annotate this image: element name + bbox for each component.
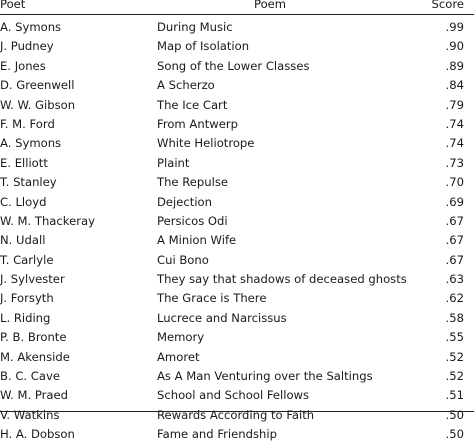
cell-score: .67 bbox=[445, 252, 464, 267]
cell-poet: T. Carlyle bbox=[0, 252, 54, 267]
cell-poet: M. Akenside bbox=[0, 349, 70, 364]
cell-poem: From Antwerp bbox=[157, 116, 238, 131]
table-body bbox=[0, 17, 474, 444]
table-row bbox=[0, 405, 474, 424]
table-row bbox=[0, 269, 474, 288]
cell-poet: W. M. Thackeray bbox=[0, 213, 95, 228]
cell-poet: C. Lloyd bbox=[0, 194, 47, 209]
cell-score: .79 bbox=[445, 97, 464, 112]
table-row bbox=[0, 172, 474, 191]
cell-score: .90 bbox=[445, 39, 464, 54]
table-row bbox=[0, 385, 474, 404]
cell-poem: The Ice Cart bbox=[157, 97, 228, 112]
table-row bbox=[0, 133, 474, 152]
cell-poet: J. Pudney bbox=[0, 39, 54, 54]
table-row bbox=[0, 192, 474, 211]
cell-poet: P. B. Bronte bbox=[0, 330, 67, 345]
table-row bbox=[0, 347, 474, 366]
cell-poet: A. Symons bbox=[0, 20, 62, 34]
cell-poem: Dejection bbox=[157, 194, 212, 209]
table-row bbox=[0, 327, 474, 346]
cell-poet: V. Watkins bbox=[0, 407, 60, 422]
table-row bbox=[0, 308, 474, 327]
cell-poem: The Repulse bbox=[157, 175, 229, 190]
cell-poet: W. W. Gibson bbox=[0, 97, 76, 112]
cell-poem: A Minion Wife bbox=[157, 233, 237, 248]
cell-score: .50 bbox=[445, 407, 464, 422]
cell-score: .84 bbox=[445, 78, 464, 93]
cell-poem: Song of the Lower Classes bbox=[157, 58, 310, 73]
cell-score: .67 bbox=[445, 213, 464, 228]
cell-poet: H. A. Dobson bbox=[0, 427, 75, 442]
cell-poem: Lucrece and Narcissus bbox=[157, 310, 287, 325]
cell-score: .50 bbox=[445, 427, 464, 442]
table-row bbox=[0, 230, 474, 249]
cell-poet: F. M. Ford bbox=[0, 116, 55, 131]
cell-poem: Persicos Odi bbox=[157, 213, 228, 228]
cell-score: .73 bbox=[445, 155, 464, 170]
cell-poet: A. Symons bbox=[0, 136, 62, 151]
cell-poet: N. Udall bbox=[0, 233, 46, 248]
cell-score: .55 bbox=[445, 330, 464, 345]
cell-score: .99 bbox=[445, 20, 464, 34]
table-row bbox=[0, 114, 474, 133]
bottom-rule bbox=[0, 411, 474, 412]
header-score: Score bbox=[431, 0, 464, 11]
cell-poem: White Heliotrope bbox=[157, 136, 255, 151]
table-row bbox=[0, 36, 474, 55]
cell-poem: As A Man Venturing over the Saltings bbox=[157, 369, 373, 384]
cell-score: .69 bbox=[445, 194, 464, 209]
cell-score: .89 bbox=[445, 58, 464, 73]
table-row bbox=[0, 366, 474, 385]
header-poet: Poet bbox=[0, 0, 26, 11]
cell-poet: W. M. Praed bbox=[0, 388, 69, 403]
cell-poem: During Music bbox=[157, 20, 233, 34]
cell-poem: School and School Fellows bbox=[157, 388, 310, 403]
cell-poem: A Scherzo bbox=[157, 78, 215, 93]
cell-score: .67 bbox=[445, 233, 464, 248]
cell-poet: J. Forsyth bbox=[0, 291, 54, 306]
cell-poet: L. Riding bbox=[0, 310, 51, 325]
cell-score: .52 bbox=[445, 369, 464, 384]
header-poem: Poem bbox=[254, 0, 287, 11]
cell-score: .70 bbox=[445, 175, 464, 190]
table-row bbox=[0, 424, 474, 443]
cell-score: .74 bbox=[445, 136, 464, 151]
header-rule bbox=[0, 14, 474, 15]
cell-poet: E. Elliott bbox=[0, 155, 48, 170]
cell-poem: Memory bbox=[157, 330, 205, 345]
cell-score: .62 bbox=[445, 291, 464, 306]
table-row bbox=[0, 250, 474, 269]
table-row bbox=[0, 211, 474, 230]
cell-score: .52 bbox=[445, 349, 464, 364]
cell-poem: Map of Isolation bbox=[157, 39, 250, 54]
table-row bbox=[0, 153, 474, 172]
cell-score: .58 bbox=[445, 310, 464, 325]
cell-poet: E. Jones bbox=[0, 58, 46, 73]
cell-poet: B. C. Cave bbox=[0, 369, 60, 384]
cell-poem: Plaint bbox=[157, 155, 190, 170]
table-row bbox=[0, 288, 474, 307]
table-row bbox=[0, 95, 474, 114]
cell-score: .51 bbox=[445, 388, 464, 403]
cell-poet: T. Stanley bbox=[0, 175, 57, 190]
cell-poet: J. Sylvester bbox=[0, 272, 65, 287]
cell-poem: They say that shadows of deceased ghosts bbox=[157, 272, 407, 287]
cell-poem: Cui Bono bbox=[157, 252, 209, 267]
cell-score: .74 bbox=[445, 116, 464, 131]
cell-poem: Fame and Friendship bbox=[157, 427, 277, 442]
table-row bbox=[0, 75, 474, 94]
cell-poet: D. Greenwell bbox=[0, 78, 75, 93]
cell-poem: The Grace is There bbox=[157, 291, 267, 306]
table-row bbox=[0, 17, 474, 36]
cell-poem: Rewards According to Faith bbox=[157, 407, 315, 422]
cell-score: .63 bbox=[445, 272, 464, 287]
cell-poem: Amoret bbox=[157, 349, 200, 364]
table-row bbox=[0, 56, 474, 75]
